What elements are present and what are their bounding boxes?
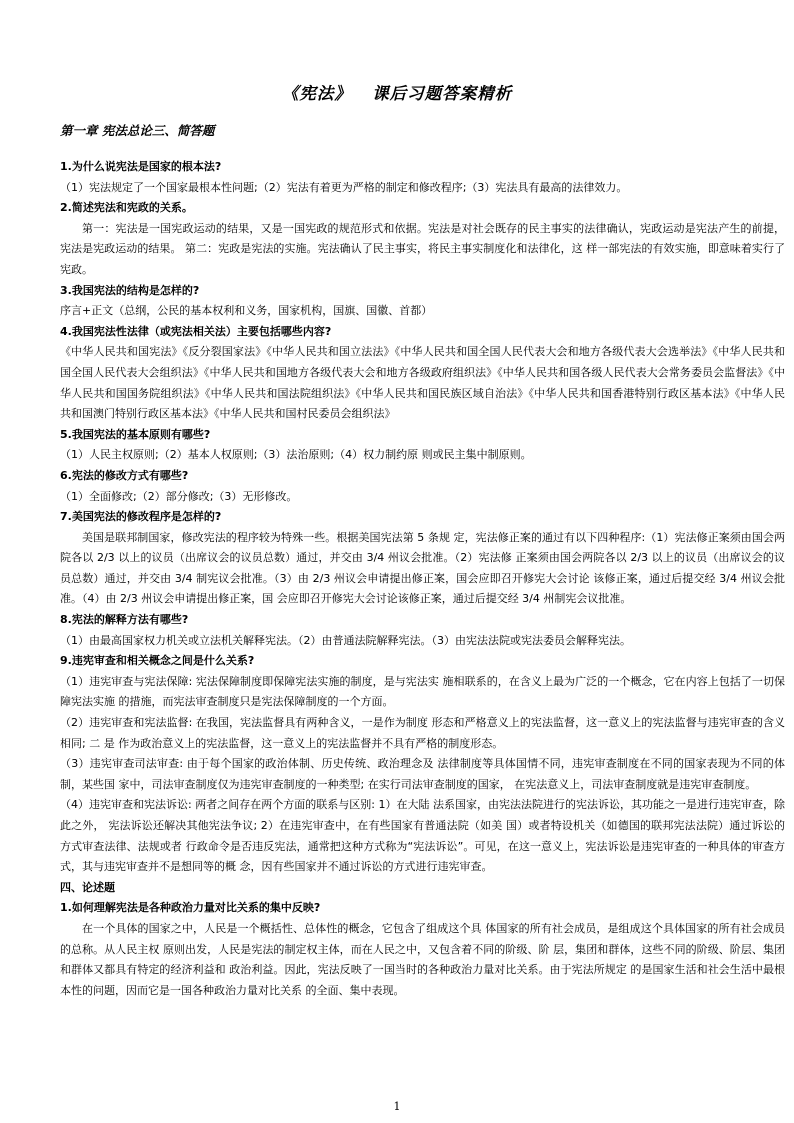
- question-heading: 4.我国宪法性法律（或宪法相关法）主要包括哪些内容?: [60, 324, 332, 338]
- answer-paragraph: （1）人民主权原则;（2）基本人权原则;（3）法治原则;（4）权力制约原 则或民主集中制原则。: [60, 448, 532, 462]
- question-heading: 1.为什么说宪法是国家的根本法?: [60, 160, 222, 173]
- answer-paragraph: 在一个具体的国家之中，人民是一个概括性、总体性的概念，它包含了组成这个具 体国家的所有社会成员，是组成这个具体国家的所有社会成员的总称。从人民主权 原则出发，人民是宪法的制定权主体，而在人民之中，又包含着不同的阶级、阶 层，集团和群体，这些不同的阶级、阶层、集团和群体又都具有特定的经济利益和 政治利益。因此，宪法反映了一国当时的各种政治力量对比关系。由于宪法所规定 的是国家生活和社会生活中最根本性的问题，因而它是一国各种政治力量对比关系 的全面、集中表现。: [60, 921, 785, 997]
- question-heading: 7.美国宪法的修改程序是怎样的?: [60, 510, 222, 524]
- question-heading: 1.如何理解宪法是各种政治力量对比关系的集中反映?: [60, 901, 321, 915]
- answer-paragraph: （1）宪法规定了一个国家最根本性问题;（2）宪法有着更为严格的制定和修改程序;（3）宪法具有最高的法律效力。: [60, 180, 628, 194]
- question-heading: 2.简述宪法和宪政的关系。: [60, 201, 193, 215]
- chapter-heading: 第一章 宪法总论三、简答题: [60, 123, 215, 138]
- answer-paragraph: （1）由最高国家权力机关或立法机关解释宪法。（2）由普通法院解释宪法。（3）由宪法法院或宪法委员会解释宪法。: [60, 633, 631, 647]
- question-heading: 5.我国宪法的基本原则有哪些?: [60, 427, 211, 441]
- answer-paragraph: 第一：宪法是一国宪政运动的结果，又是一国宪政的规范形式和依据。宪法是对社会既存的民主事实的法律确认，宪政运动是宪法产生的前提，宪法是宪政运动的结果。 第二：宪政是宪法的实施。宪法确认了民主事实，将民主事实制度化和法律化，这 样一部宪法的有效实施，即意味着实行了宪政。: [60, 221, 785, 276]
- answer-paragraph: 美国是联邦制国家，修改宪法的程序较为特殊一些。根据美国宪法第 5 条规 定，宪法修正案的通过有以下四种程序:（1）宪法修正案须由国会两院各以 2/3 以上的议员（出席议会的议员总数）通过，并交由 3/4 州议会批准。（2）宪法修 正案须由国会两院各以 2/3 以上的议员（出席议会的议员总数）通过，并交由 3/4 制宪议会批准。（3）由 2/3 州议会申请提出修正案，国会应即召开修宪大会讨论 该修正案，通过后提交经 3/4 州议会批准。（4）由 2/3 州议会申请提出修正案，国 会应即召开修宪大会讨论该修正案，通过后提交经 3/4 州制宪会议批准。: [60, 530, 785, 606]
- document-body: [60, 157, 785, 1001]
- answer-paragraph: （2）违宪审查和宪法监督: 在我国，宪法监督具有两种含义，一是作为制度 形态和严格意义上的宪法监督，这一意义上的宪法监督与违宪审查的含义相同; 二 是 作为政治意义上的宪法监督，这一意义上的宪法监督并不具有严格的制度形态。: [60, 716, 785, 750]
- answer-paragraph: （1）全面修改;（2）部分修改;（3）无形修改。: [60, 489, 298, 503]
- answer-paragraph: （3）违宪审查司法审查: 由于每个国家的政治体制、历史传统、政治理念及 法律制度等具体国情不同，违宪审查制度在不同的国家表现为不同的体制，某些国 家中，司法审查制度仅为违宪审查制度的一种类型; 在实行司法审查制度的国家， 在宪法意义上，司法审查制度就是违宪审查制度。: [60, 757, 785, 791]
- question-heading: 9.违宪审查和相关概念之间是什么关系?: [60, 654, 255, 668]
- document-title: 《宪法》 课后习题答案精析: [281, 84, 513, 103]
- question-heading: 3.我国宪法的结构是怎样的?: [60, 283, 200, 297]
- page-number: 1: [393, 1100, 401, 1113]
- question-heading: 四、论述题: [60, 880, 115, 894]
- question-heading: 8.宪法的解释方法有哪些?: [60, 613, 189, 627]
- question-heading: 6.宪法的修改方式有哪些?: [60, 468, 189, 482]
- answer-paragraph: 《中华人民共和国宪法》《反分裂国家法》《中华人民共和国立法法》《中华人民共和国全国人民代表大会和地方各级代表大会选举法》《中华人民共和国全国人民代表大会组织法》《中华人民共和国地方各级代表大会和地方各级政府组织法》《中华人民共和国各级人民代表大会常务委员会监督法》《中华人民共和国国务院组织法》《中华人民共和国法院组织法》《中华人民共和国民族区域自治法》《中华人民共和国香港特别行政区基本法》《中华人民共和国澳门特别行政区基本法》《中华人民共和国村民委员会组织法》: [60, 345, 785, 421]
- answer-paragraph: 序言+正文（总纲，公民的基本权利和义务，国家机构，国旗、国徽、首都）: [60, 304, 433, 318]
- answer-paragraph: （1）违宪审查与宪法保障: 宪法保障制度即保障宪法实施的制度，是与宪法实 施相联系的，在含义上最为广泛的一个概念，它在内容上包括了一切保障宪法实施 的措施，而宪法审查制度只是宪法保障制度的一个方面。: [60, 674, 785, 709]
- answer-paragraph: （4）违宪审查和宪法诉讼: 两者之间存在两个方面的联系与区别: 1）在大陆 法系国家，由宪法法院进行的宪法诉讼，其功能之一是进行违宪审查，除此之外， 宪法诉讼还解决其他宪法争议; 2）在违宪审查中，在有些国家有普通法院（如美 国）或者特设机关（如德国的联邦宪法法院）通过诉讼的方式审查法律、法规或者 行政命令是否违反宪法，通常把这种方式称为“宪法诉讼”。可见，在这一意义上，宪法诉讼是违宪审查的一种具体的审查方式，其与违宪审查并不是想同等的概 念，因有些国家并不通过诉讼的方式进行违宪审查。: [60, 798, 785, 874]
